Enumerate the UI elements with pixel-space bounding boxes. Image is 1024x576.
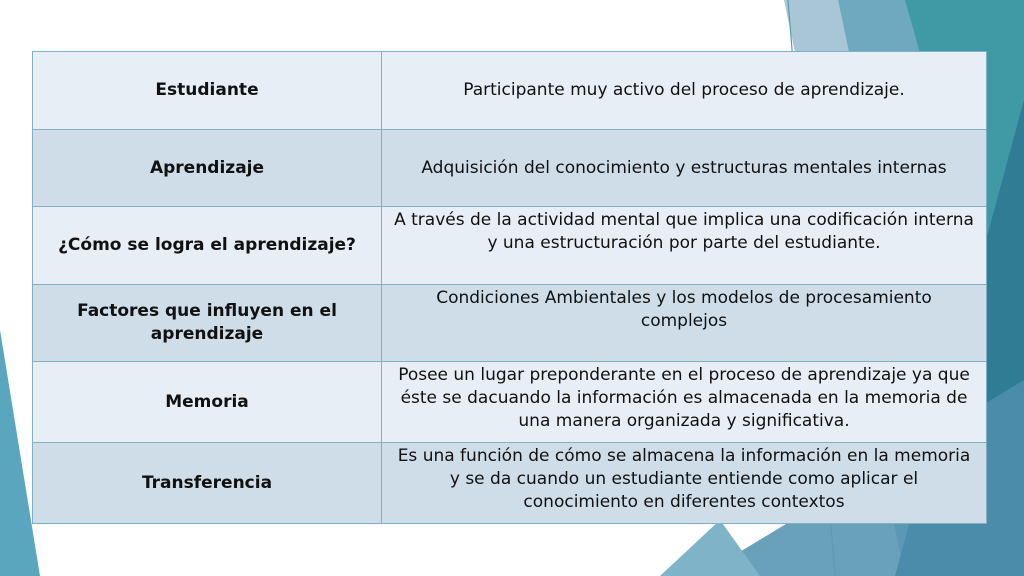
bottom-left-facet: [660, 520, 760, 576]
row-value: A través de la actividad mental que implica una codificación interna y una estructuración por parte del estudiante.: [382, 207, 987, 285]
table-row: [33, 130, 987, 207]
row-key: Estudiante: [33, 52, 382, 130]
row-value: Condiciones Ambientales y los modelos de procesamiento complejos: [382, 285, 987, 362]
row-key: Factores que influyen en el aprendizaje: [33, 285, 382, 362]
row-key: ¿Cómo se logra el aprendizaje?: [33, 207, 382, 285]
row-key: Aprendizaje: [33, 130, 382, 207]
row-value: Es una función de cómo se almacena la información en la memoria y se da cuando un estudiante entiende como aplicar el conocimiento en diferentes contextos: [382, 443, 987, 524]
table-row: [33, 52, 987, 130]
row-key: Transferencia: [33, 443, 382, 524]
row-key: Memoria: [33, 362, 382, 443]
concept-table: [32, 51, 987, 524]
table-row: [33, 285, 987, 362]
table-row: [33, 362, 987, 443]
row-value: Participante muy activo del proceso de aprendizaje.: [382, 52, 987, 130]
row-value: Posee un lugar preponderante en el proceso de aprendizaje ya que éste se dacuando la información es almacenada en la memoria de una manera organizada y significativa.: [382, 362, 987, 443]
table-row: [33, 207, 987, 285]
row-value: Adquisición del conocimiento y estructuras mentales internas: [382, 130, 987, 207]
table-row: [33, 443, 987, 524]
